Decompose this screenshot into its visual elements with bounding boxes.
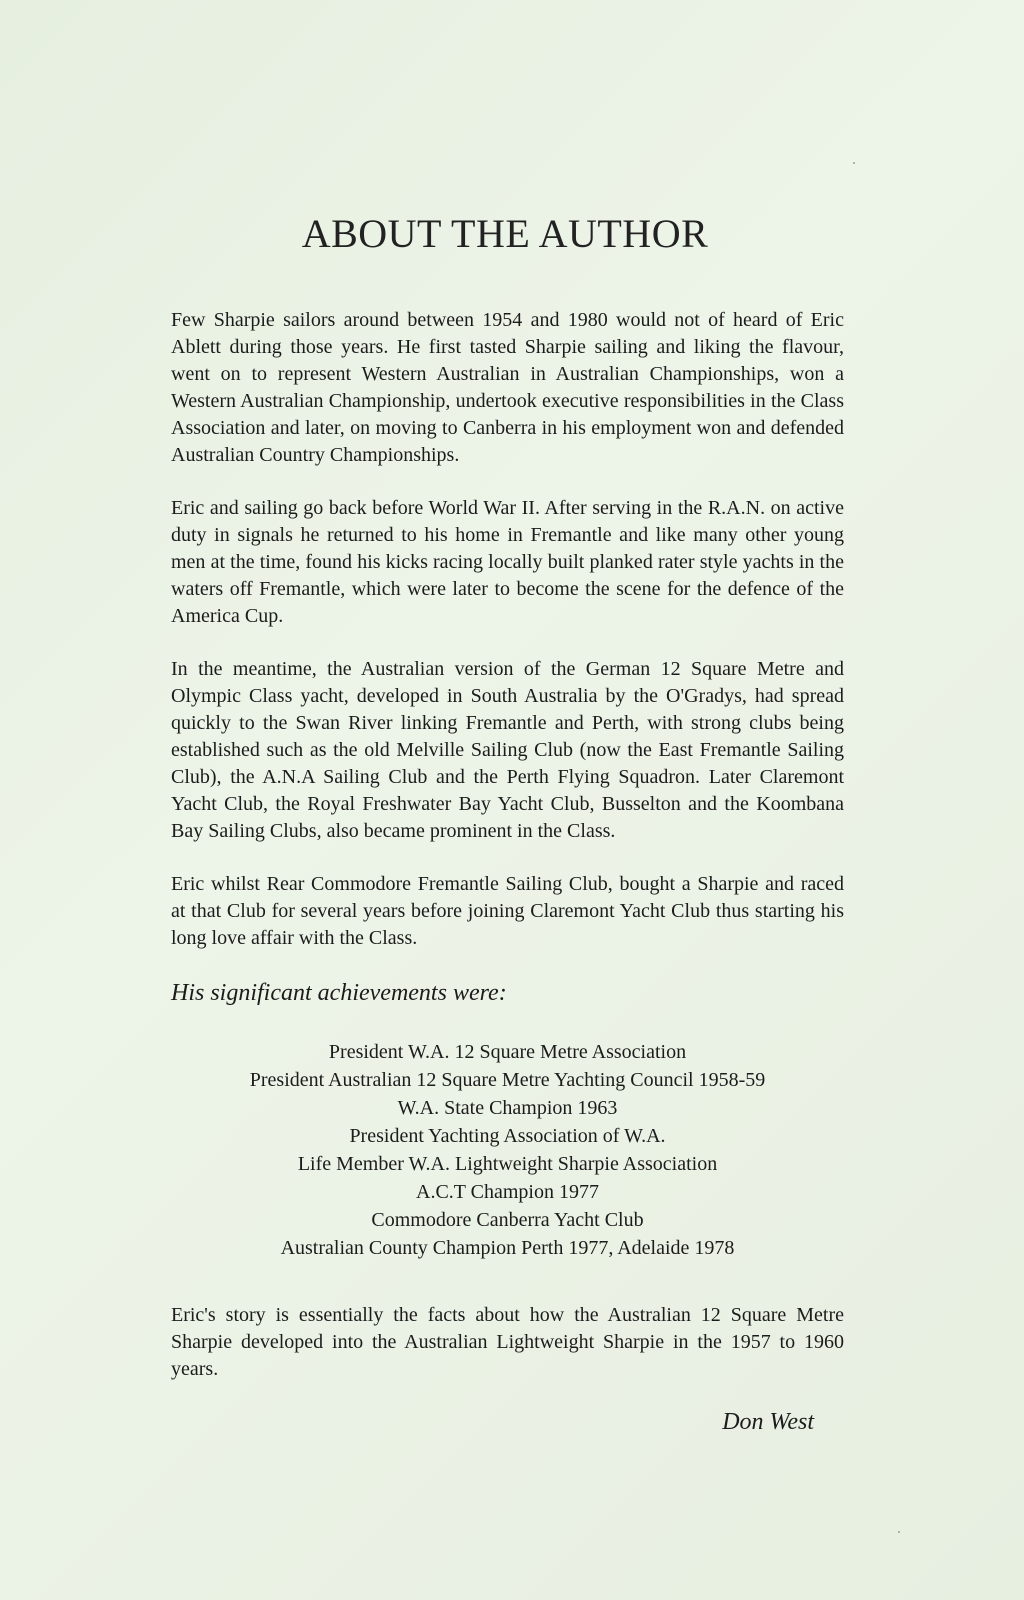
paper-speck: [898, 1531, 900, 1533]
page-title: ABOUT THE AUTHOR: [301, 211, 709, 256]
paragraph-club-joining: Eric whilst Rear Commodore Fremantle Sailing Club, bought a Sharpie and raced at that Club for several years before joining Claremont Yacht Club thus starting his long love affair with the Class.: [171, 873, 844, 949]
achievement-item: President W.A. 12 Square Metre Association: [328, 1041, 687, 1063]
paragraph-closing: Eric's story is essentially the facts about how the Australian 12 Square Metre Sharpie developed into the Australian Lightweight Sharpie in the 1957 to 1960 years.: [171, 1304, 844, 1380]
achievements-list: [171, 1038, 844, 1262]
achievement-item: A.C.T Champion 1977: [416, 1181, 599, 1203]
author-signature: Don West: [722, 1409, 814, 1435]
paragraph-early-sailing: Eric and sailing go back before World War II. After serving in the R.A.N. on active duty in signals he returned to his home in Fremantle and like many other young men at the time, found his kicks racing locally built planked rater style yachts in the waters off Fremantle, which were later to become the scene for the defence of the America Cup.: [171, 497, 844, 627]
achievements-heading: His significant achievements were:: [171, 980, 507, 1006]
achievement-item: W.A. State Champion 1963: [397, 1097, 618, 1119]
paper-speck: [853, 162, 855, 164]
achievement-item: President Yachting Association of W.A.: [349, 1125, 666, 1147]
body-text: [171, 307, 844, 1436]
achievement-item: Australian County Champion Perth 1977, Adelaide 1978: [280, 1237, 735, 1259]
achievement-item: Life Member W.A. Lightweight Sharpie Association: [297, 1153, 718, 1175]
paragraph-intro: Few Sharpie sailors around between 1954 and 1980 would not of heard of Eric Ablett during those years. He first tasted Sharpie sailing and liking the flavour, went on to represent Western Australian in Australian Championships, won a Western Australian Championship, undertook executive responsibilities in the Class Association and later, on moving to Canberra in his employment won and defended Australian Country Championships.: [171, 309, 844, 466]
achievement-item: President Australian 12 Square Metre Yachting Council 1958-59: [249, 1069, 766, 1091]
achievement-item: Commodore Canberra Yacht Club: [371, 1209, 644, 1231]
paragraph-class-history: In the meantime, the Australian version of the German 12 Square Metre and Olympic Class yacht, developed in South Australia by the O'Gradys, had spread quickly to the Swan River linking Fremantle and Perth, with strong clubs being established such as the old Melville Sailing Club (now the East Fremantle Sailing Club), the A.N.A Sailing Club and the Perth Flying Squadron. Later Claremont Yacht Club, the Royal Freshwater Bay Yacht Club, Busselton and the Koombana Bay Sailing Clubs, also became prominent in the Class.: [171, 658, 844, 842]
